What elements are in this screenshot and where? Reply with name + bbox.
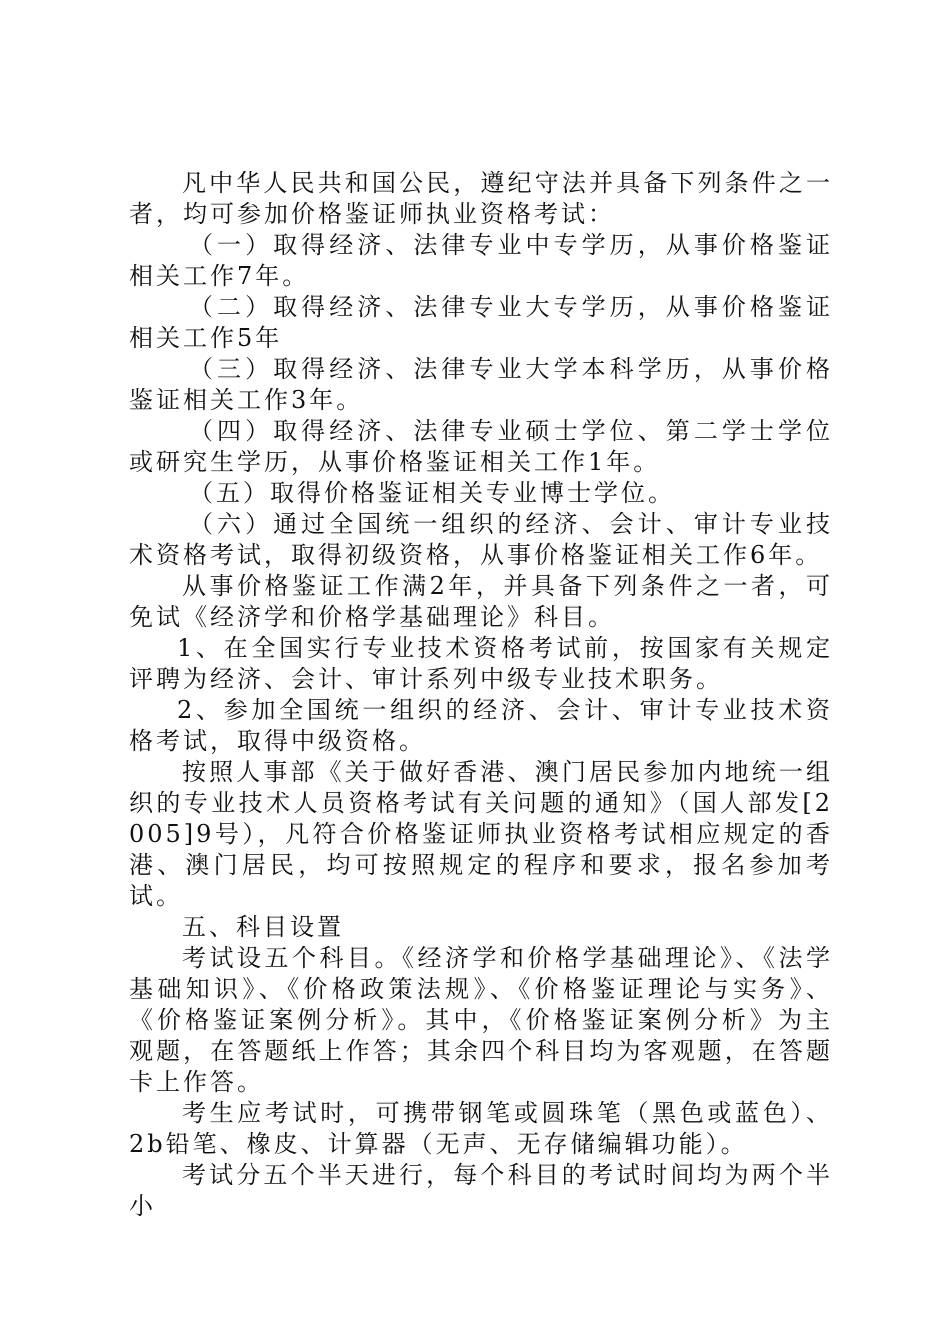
paragraph-subjects: 考试设五个科目。《经济学和价格学基础理论》、《法学基础知识》、《价格政策法规》、《价格鉴证理论与实务》、《价格鉴证案例分析》。其中，《价格鉴证案例分析》为主观题，在答题纸上作答；其余四个科目均为客观题，在答题卡上作答。 xyxy=(129,944,833,1096)
paragraph-materials: 考生应考试时，可携带钢笔或圆珠笔（黑色或蓝色）、2b铅笔、橡皮、计算器（无声、无存储编辑功能）。 xyxy=(129,1099,833,1158)
paragraph-condition-5: （五）取得价格鉴证相关专业博士学位。 xyxy=(189,479,675,507)
paragraph-eligibility-intro: 凡中华人民共和国公民，遵纪守法并具备下列条件之一者，均可参加价格鉴证师执业资格考试： xyxy=(129,169,833,228)
paragraph-hk-macau: 按照人事部《关于做好香港、澳门居民参加内地统一组织的专业技术人员资格考试有关问题的通知》（国人部发[2005]9号），凡符合价格鉴证师执业资格考试相应规定的香港、澳门居民，均可按照规定的程序和要求，报名参加考试。 xyxy=(129,758,833,910)
paragraph-schedule: 考试分五个半天进行，每个科目的考试时间均为两个半小 xyxy=(129,1161,833,1220)
paragraph-condition-6: （六）通过全国统一组织的经济、会计、审计专业技术资格考试，取得初级资格，从事价格鉴证相关工作6年。 xyxy=(129,510,833,569)
paragraph-condition-4: （四）取得经济、法律专业硕士学位、第二学士学位或研究生学历，从事价格鉴证相关工作1年。 xyxy=(129,417,833,476)
paragraph-condition-1: （一）取得经济、法律专业中专学历，从事价格鉴证相关工作7年。 xyxy=(129,231,833,290)
paragraph-exemption-1: 1、在全国实行专业技术资格考试前，按国家有关规定评聘为经济、会计、审计系列中级专业技术职务。 xyxy=(129,634,833,693)
section-heading-subjects: 五、科目设置 xyxy=(182,913,344,941)
paragraph-exemption-2: 2、参加全国统一组织的经济、会计、审计专业技术资格考试，取得中级资格。 xyxy=(129,696,833,755)
paragraph-condition-3: （三）取得经济、法律专业大学本科学历，从事价格鉴证相关工作3年。 xyxy=(129,355,833,414)
paragraph-exemption-intro: 从事价格鉴证工作满2年，并具备下列条件之一者，可免试《经济学和价格学基础理论》科目。 xyxy=(129,572,833,631)
paragraph-condition-2: （二）取得经济、法律专业大专学历，从事价格鉴证相关工作5年 xyxy=(129,293,833,352)
document-body xyxy=(129,168,833,1222)
